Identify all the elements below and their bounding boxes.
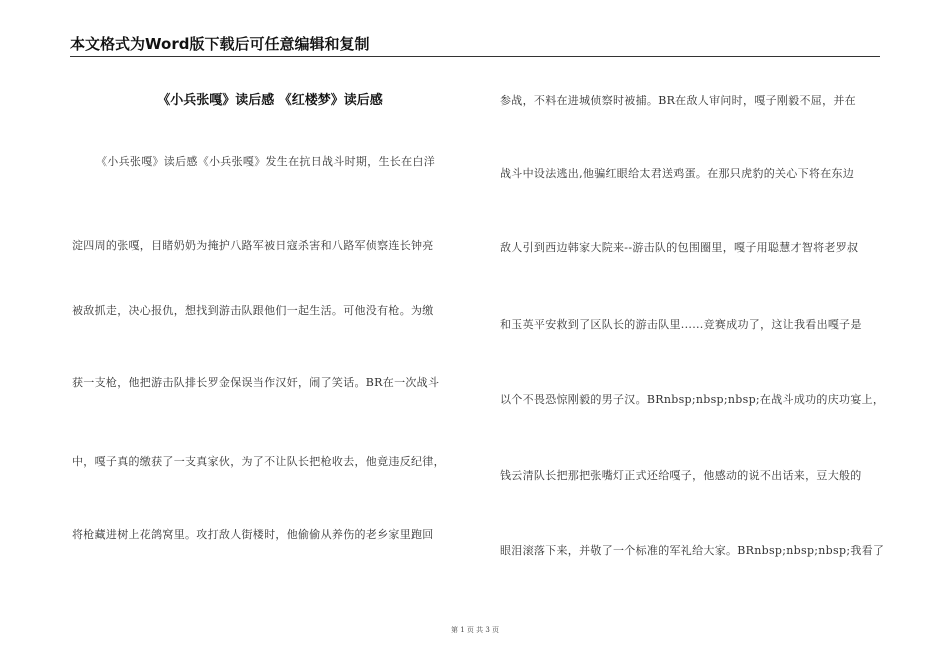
paragraph-line: 敌人引到西边韩家大院来--游击队的包围圈里，嘎子用聪慧才智将老罗叔	[500, 241, 859, 254]
header-text: 本文格式为Word版下载后可任意编辑和复制	[70, 35, 370, 53]
paragraph-line: 淀四周的张嘎，目睹奶奶为掩护八路军被日寇杀害和八路军侦察连长钟亮	[72, 239, 434, 252]
paragraph-line: 眼泪滚落下来，并敬了一个标准的军礼给大家。BRnbsp;nbsp;nbsp;我看了	[500, 544, 885, 557]
paragraph-line: 将枪藏进树上花鸽窝里。攻打敌人街楼时，他偷偷从养伤的老乡家里跑回	[72, 528, 434, 541]
paragraph-line: 被敌抓走，决心报仇，想找到游击队跟他们一起生活。可他没有枪。为缴	[72, 304, 434, 317]
paragraph-line: 参战，不料在进城侦察时被捕。BR在敌人审问时，嘎子刚毅不屈，并在	[500, 94, 856, 107]
paragraph-line: 《小兵张嘎》读后感《小兵张嘎》发生在抗日战斗时期，生长在白洋	[96, 155, 435, 168]
paragraph-line: 战斗中设法逃出,他骗红眼给太君送鸡蛋。在那只虎豹的关心下将在东边	[500, 167, 855, 180]
paragraph-line: 钱云清队长把那把张嘴灯正式还给嘎子，他感动的说不出话来，豆大般的	[500, 469, 862, 482]
paragraph-line: 获一支枪，他把游击队排长罗金保误当作汉奸，闹了笑话。BR在一次战斗	[72, 376, 440, 389]
paragraph-line: 以个不畏恐惊刚毅的男子汉。BRnbsp;nbsp;nbsp;在战斗成功的庆功宴上，	[500, 393, 885, 406]
page-header	[70, 34, 880, 57]
page-footer: 第 1 页 共 3 页	[450, 626, 500, 634]
paragraph-line: 和玉英平安救到了区队长的游击队里......竞赛成功了，这让我看出嘎子是	[500, 318, 862, 331]
document-title: 《小兵张嘎》读后感 《红楼梦》读后感	[157, 93, 383, 108]
paragraph-line: 中，嘎子真的缴获了一支真家伙，为了不让队长把枪收去，他竟违反纪律，	[72, 455, 445, 468]
